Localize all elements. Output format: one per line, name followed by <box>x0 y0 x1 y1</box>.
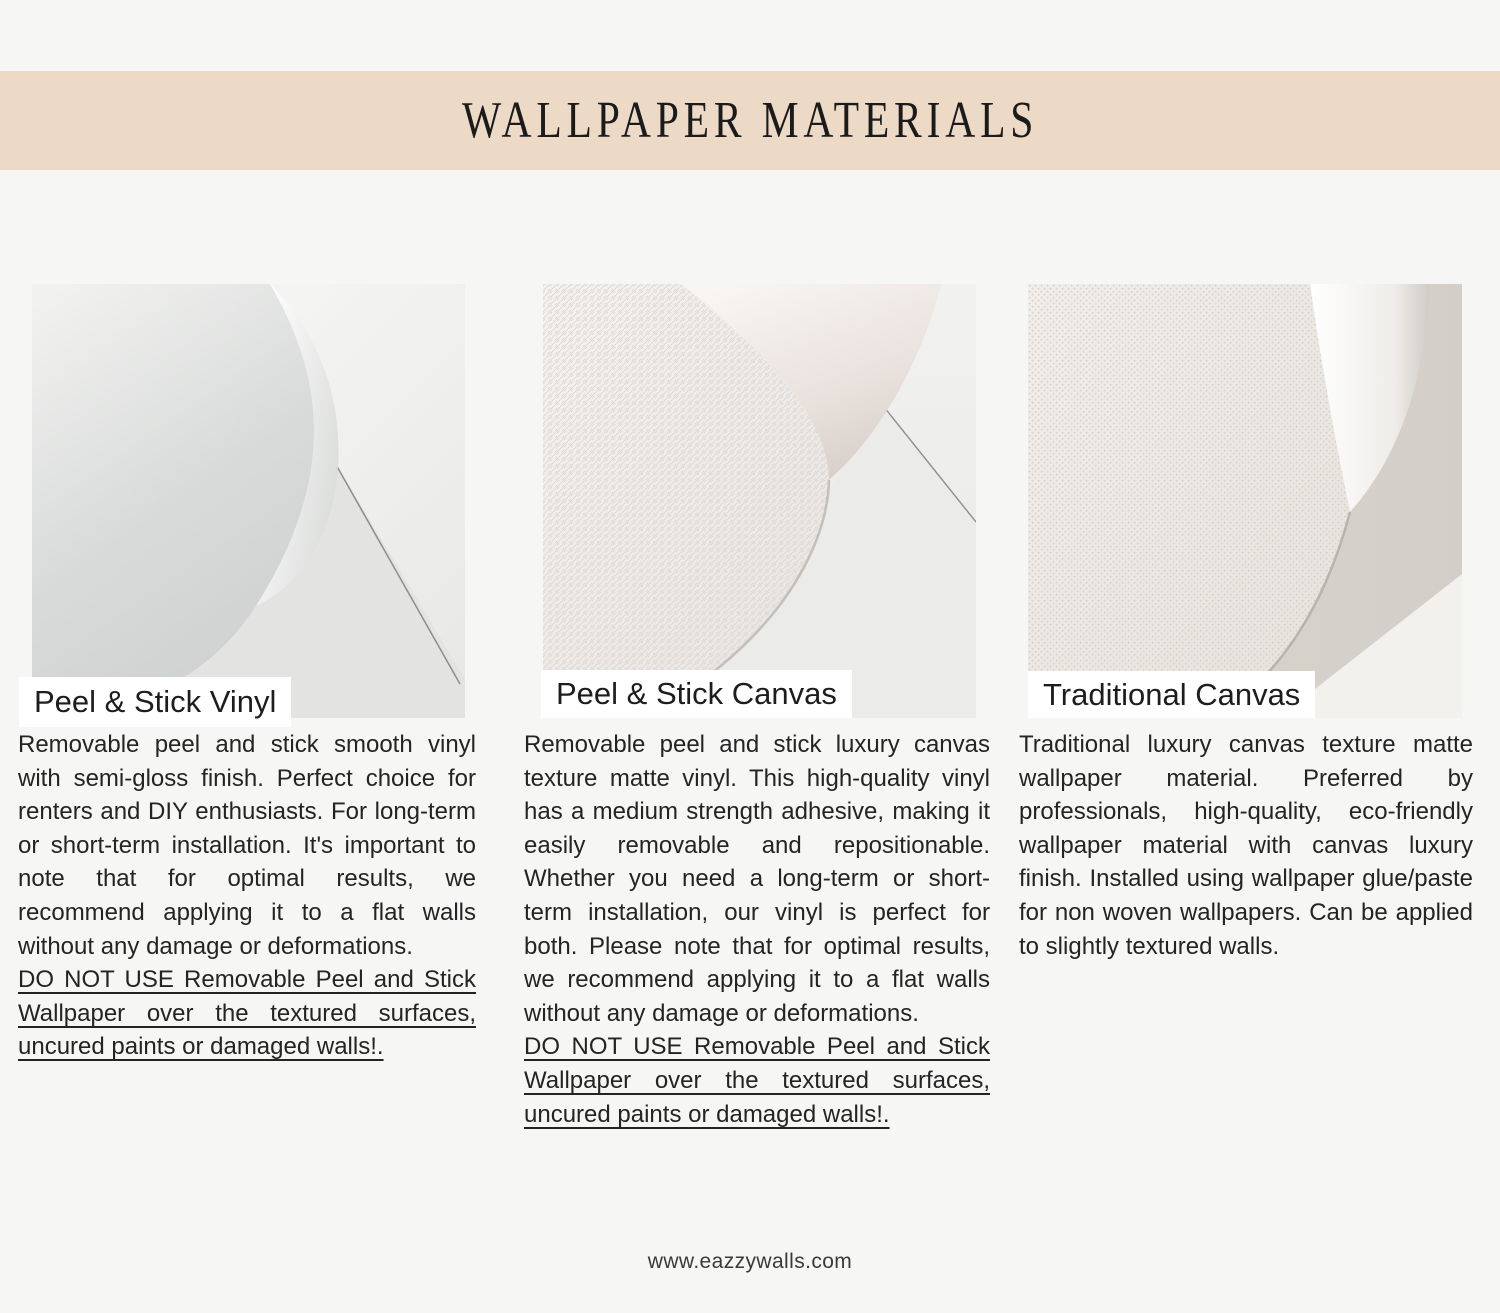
material-description: Removable peel and stick luxury canvas texture matte vinyl. This high-quality vinyl has a medium strength adhesive, making it easily removable and repositionable. Whether you need a long-term or short-term installation, our vinyl is perfect for both. Please note that for optimal results, we recommend applying it to a flat walls without any damage or deformations. <box>524 731 990 1027</box>
material-label-text: Peel & Stick Canvas <box>556 676 837 711</box>
material-description: Removable peel and stick smooth vinyl with semi-gloss finish. Perfect choice for renters and DIY enthusiasts. For long-term or short-term installation. It's important to note that for optimal results, we recommend applying it to a flat walls without any damage or deformations. <box>18 731 476 960</box>
material-warning: DO NOT USE Removable Peel and Stick Wallpaper over the textured surfaces, uncured paints or damaged walls!. <box>524 1033 990 1128</box>
header-banner <box>0 71 1500 170</box>
material-text-ps-canvas <box>524 728 990 1131</box>
material-label-vinyl <box>19 677 291 727</box>
ps-canvas-sample-image <box>543 284 976 718</box>
material-label-ps-canvas <box>541 670 852 718</box>
curled-traditional-canvas-illustration <box>1028 284 1462 718</box>
website-url: www.eazzywalls.com <box>647 1250 853 1273</box>
traditional-canvas-sample-image <box>1028 284 1462 718</box>
vinyl-sample-image <box>32 284 465 718</box>
curled-canvas-vinyl-illustration <box>543 284 976 718</box>
material-label-text: Peel & Stick Vinyl <box>34 684 277 719</box>
curled-smooth-vinyl-illustration <box>32 284 465 718</box>
material-description: Traditional luxury canvas texture matte wallpaper material. Preferred by professionals, high-quality, eco-friendly wallpaper material with canvas luxury finish. Installed using wallpaper glue/paste for non woven wallpapers. Can be applied to slightly textured walls. <box>1019 731 1473 960</box>
material-warning: DO NOT USE Removable Peel and Stick Wallpaper over the textured surfaces, uncured paints or damaged walls!. <box>18 966 476 1061</box>
material-label-traditional-canvas <box>1028 671 1315 718</box>
page-title: WALLPAPER MATERIALS <box>461 92 1039 149</box>
material-text-vinyl <box>18 728 476 1064</box>
material-label-text: Traditional Canvas <box>1043 676 1301 712</box>
page-footer <box>0 1250 1500 1274</box>
material-text-traditional-canvas <box>1019 728 1473 963</box>
